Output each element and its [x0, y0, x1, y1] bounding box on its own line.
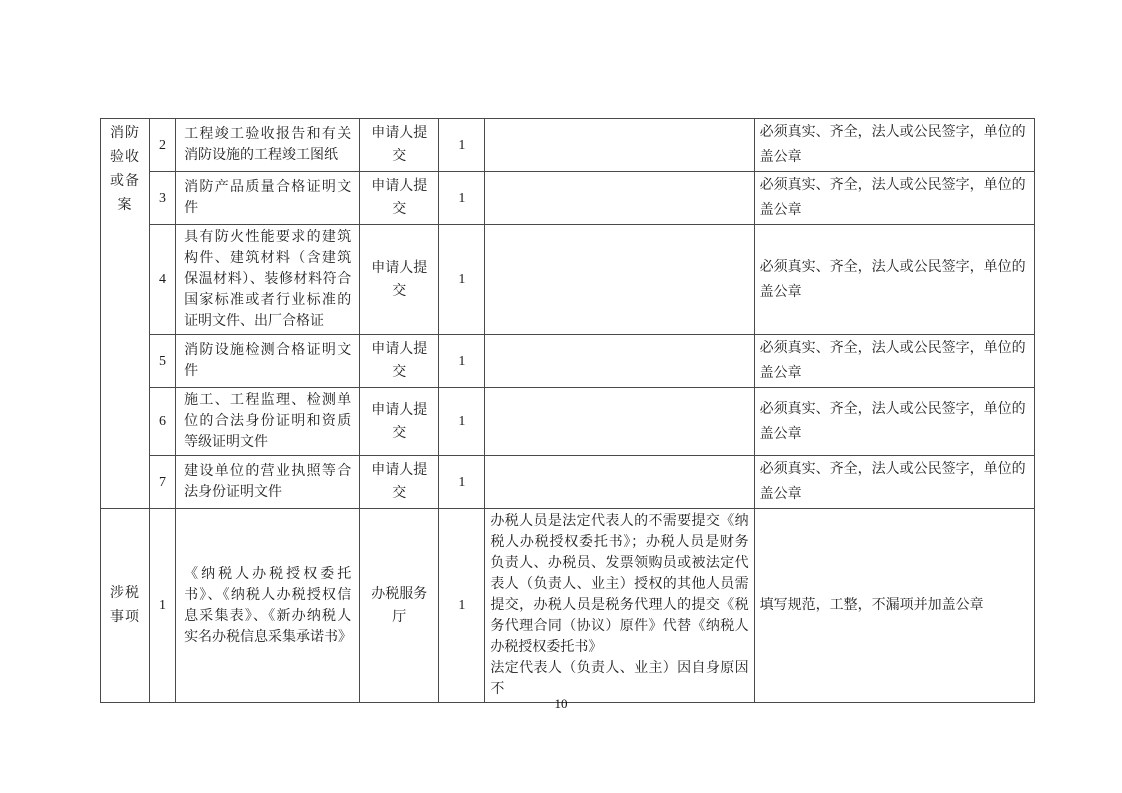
cell-count: 1	[439, 388, 485, 456]
table-row	[101, 172, 1035, 225]
cell-document: 消防设施检测合格证明文件	[176, 335, 360, 388]
cell-requirement: 必须真实、齐全，法人或公民签字，单位的盖公章	[754, 388, 1034, 456]
cell-seq: 6	[150, 388, 176, 456]
table-row	[101, 335, 1035, 388]
cell-requirement: 必须真实、齐全，法人或公民签字，单位的盖公章	[754, 335, 1034, 388]
cell-submitter: 申请人提交	[360, 225, 439, 335]
note-paragraph: 办税人员是法定代表人的不需要提交《纳税人办税授权委托书》；办税人员是财务负责人、办税员、发票领购员或被法定代表人（负责人、业主）授权的其他人员需提交，办税人员是税务代理人的提交《税务代理合同（协议）原件》代替《纳税人办税授权委托书》	[490, 514, 749, 655]
cell-document: 《纳税人办税授权委托书》、《纳税人办税授权信息采集表》、《新办纳税人实名办税信息采集承诺书》	[176, 509, 360, 703]
cell-seq: 7	[150, 456, 176, 509]
table-row	[101, 388, 1035, 456]
cell-count: 1	[439, 456, 485, 509]
cell-submitter: 申请人提交	[360, 456, 439, 509]
cell-requirement: 必须真实、齐全，法人或公民签字，单位的盖公章	[754, 119, 1034, 172]
cell-requirement: 必须真实、齐全，法人或公民签字，单位的盖公章	[754, 225, 1034, 335]
cell-seq: 2	[150, 119, 176, 172]
cell-document: 消防产品质量合格证明文件	[176, 172, 360, 225]
cell-submitter: 申请人提交	[360, 335, 439, 388]
cell-document: 建设单位的营业执照等合法身份证明文件	[176, 456, 360, 509]
cell-document: 施工、工程监理、检测单位的合法身份证明和资质等级证明文件	[176, 388, 360, 456]
cell-note	[485, 172, 754, 225]
cell-note	[485, 225, 754, 335]
cell-count: 1	[439, 335, 485, 388]
table-row	[101, 225, 1035, 335]
cell-requirement: 填写规范，工整，不漏项并加盖公章	[754, 509, 1034, 703]
note-paragraph: 法定代表人（负责人、业主）因自身原因不	[490, 661, 749, 697]
cell-seq: 4	[150, 225, 176, 335]
table-row	[101, 456, 1035, 509]
cell-note	[485, 335, 754, 388]
table-row	[101, 509, 1035, 703]
page-number: 10	[554, 696, 568, 711]
cell-seq: 3	[150, 172, 176, 225]
cell-submitter: 申请人提交	[360, 388, 439, 456]
cell-document: 工程竣工验收报告和有关消防设施的工程竣工图纸	[176, 119, 360, 172]
cell-document: 具有防火性能要求的建筑构件、建筑材料（含建筑保温材料）、装修材料符合国家标准或者行业标准的证明文件、出厂合格证	[176, 225, 360, 335]
cell-submitter: 办税服务厅	[360, 509, 439, 703]
table-row	[101, 119, 1035, 172]
cell-seq: 5	[150, 335, 176, 388]
cell-note	[485, 456, 754, 509]
cell-note	[485, 388, 754, 456]
requirements-table	[100, 118, 1035, 703]
cell-note	[485, 509, 754, 703]
cell-submitter: 申请人提交	[360, 172, 439, 225]
cell-count: 1	[439, 172, 485, 225]
cell-count: 1	[439, 225, 485, 335]
category-cell-fire: 消防验收或备案	[101, 119, 150, 509]
category-cell-tax: 涉税事项	[101, 509, 150, 703]
cell-requirement: 必须真实、齐全，法人或公民签字，单位的盖公章	[754, 172, 1034, 225]
cell-submitter: 申请人提交	[360, 119, 439, 172]
cell-note	[485, 119, 754, 172]
cell-count: 1	[439, 119, 485, 172]
cell-seq: 1	[150, 509, 176, 703]
cell-count: 1	[439, 509, 485, 703]
cell-requirement: 必须真实、齐全，法人或公民签字，单位的盖公章	[754, 456, 1034, 509]
